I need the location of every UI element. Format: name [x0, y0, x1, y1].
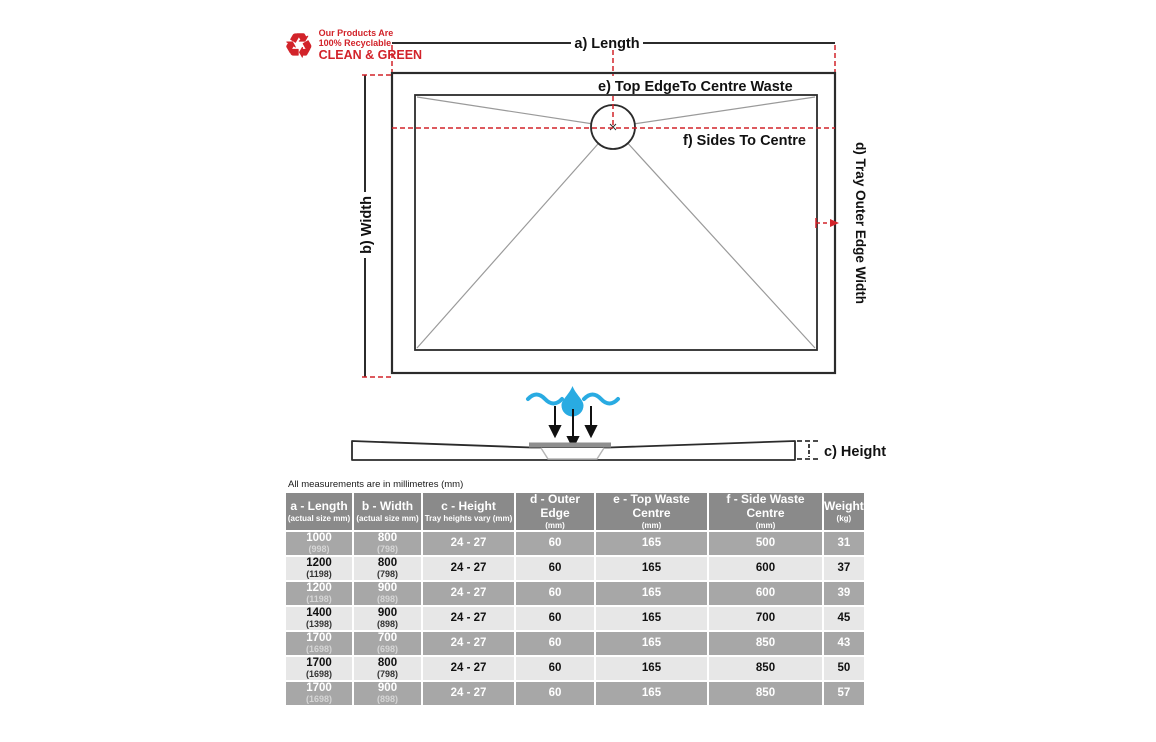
recycle-icon: ♻ — [284, 27, 314, 65]
width-dimension — [359, 75, 392, 377]
col-header-sub: Tray heights vary (mm) — [424, 513, 513, 523]
side-waste-cell: 700 — [709, 607, 822, 630]
measurements-note: All measurements are in millimetres (mm) — [288, 479, 464, 490]
height-cell: 24 - 27 — [423, 682, 514, 705]
width-value: 800 — [377, 557, 398, 570]
length-value: 1700 — [306, 682, 332, 695]
outer-edge-cell: 60 — [516, 607, 594, 630]
height-cell: 24 - 27 — [423, 557, 514, 580]
spec-table — [284, 491, 866, 707]
tray-side-view — [352, 441, 795, 460]
col-header-sub: (actual size mm) — [287, 513, 351, 523]
top-waste-cell: 165 — [596, 557, 707, 580]
length-cell — [286, 632, 352, 655]
length-cell — [286, 582, 352, 605]
top-waste-cell: 165 — [596, 582, 707, 605]
height-cell: 24 - 27 — [423, 582, 514, 605]
tray-top-view — [392, 73, 835, 373]
table-row — [286, 657, 864, 680]
height-label: c) Height — [824, 444, 887, 460]
outer-edge-cell: 60 — [516, 682, 594, 705]
col-header-height — [423, 493, 514, 530]
length-value: 1700 — [306, 657, 332, 670]
top-waste-cell: 165 — [596, 532, 707, 555]
weight-cell: 57 — [824, 682, 864, 705]
weight-cell: 39 — [824, 582, 864, 605]
top-waste-cell: 165 — [596, 607, 707, 630]
length-value: 1200 — [306, 582, 332, 595]
table-row — [286, 682, 864, 705]
top-waste-cell: 165 — [596, 682, 707, 705]
height-cell: 24 - 27 — [423, 632, 514, 655]
col-header-label: a - Length — [290, 498, 348, 513]
width-actual: (798) — [376, 543, 398, 554]
side-waste-cell: 500 — [709, 532, 822, 555]
width-cell — [354, 557, 421, 580]
length-value: 1400 — [306, 607, 332, 620]
col-header-sub: (mm) — [545, 520, 565, 530]
top-waste-label: e) Top EdgeTo Centre Waste — [598, 79, 793, 95]
waste-cover — [529, 443, 611, 448]
length-value: 1000 — [306, 532, 332, 545]
weight-cell: 37 — [824, 557, 864, 580]
length-value: 1700 — [306, 632, 332, 645]
side-waste-cell: 600 — [709, 582, 822, 605]
outer-edge-cell: 60 — [516, 657, 594, 680]
outer-edge-cell: 60 — [516, 532, 594, 555]
length-cell — [286, 557, 352, 580]
col-header-label: d - Outer Edge — [530, 492, 580, 520]
width-cell — [354, 632, 421, 655]
length-label: a) Length — [574, 36, 640, 52]
length-cell — [286, 657, 352, 680]
table-header-row — [286, 493, 864, 530]
length-actual: (1198) — [306, 568, 332, 579]
width-actual: (798) — [376, 668, 398, 679]
width-actual: (798) — [376, 568, 398, 579]
length-actual: (1698) — [305, 643, 332, 654]
height-cell: 24 - 27 — [423, 607, 514, 630]
length-actual: (998) — [308, 543, 330, 554]
length-cell — [286, 532, 352, 555]
side-waste-cell: 850 — [709, 632, 822, 655]
width-actual: (898) — [376, 593, 398, 604]
length-cell — [286, 682, 352, 705]
width-value: 900 — [377, 582, 398, 595]
width-value: 900 — [377, 607, 398, 620]
width-cell — [354, 657, 421, 680]
outer-edge-label: d) Tray Outer Edge Width — [853, 142, 868, 304]
width-cell — [354, 682, 421, 705]
length-actual: (1698) — [305, 668, 332, 679]
outer-edge-cell: 60 — [516, 557, 594, 580]
table-row — [286, 557, 864, 580]
col-header-sub: (mm) — [755, 520, 776, 530]
logo-line-2: 100% Recyclable — [318, 37, 392, 48]
table-row — [286, 632, 864, 655]
width-actual: (898) — [376, 618, 398, 629]
width-label: b) Width — [359, 196, 375, 254]
width-value: 800 — [377, 657, 398, 670]
width-actual: (698) — [376, 643, 398, 654]
flow-arrows — [550, 406, 596, 447]
height-dimension — [797, 441, 886, 460]
width-cell — [354, 582, 421, 605]
length-actual: (1698) — [305, 693, 332, 704]
length-actual: (1398) — [305, 618, 332, 629]
outer-edge-cell: 60 — [516, 582, 594, 605]
top-waste-cell: 165 — [596, 657, 707, 680]
width-cell — [354, 607, 421, 630]
top-waste-cell: 165 — [596, 632, 707, 655]
weight-cell: 50 — [824, 657, 864, 680]
col-header-length — [286, 493, 352, 530]
col-header-label: c - Height — [441, 498, 496, 513]
side-waste-cell: 600 — [709, 557, 822, 580]
width-value: 800 — [377, 532, 398, 545]
col-header-label: b - Width — [361, 498, 414, 513]
col-header-width — [354, 493, 421, 530]
width-value: 700 — [377, 632, 398, 645]
col-header-label: f - Side Waste Centre — [726, 492, 805, 520]
weight-cell: 45 — [824, 607, 864, 630]
logo-line-1: Our Products Are — [318, 28, 394, 38]
table-row — [286, 607, 864, 630]
width-actual: (898) — [376, 693, 398, 704]
length-value: 1200 — [306, 557, 332, 570]
col-header-top-waste — [596, 493, 707, 530]
col-header-label: e - Top Waste Centre — [613, 492, 690, 520]
height-cell: 24 - 27 — [423, 532, 514, 555]
height-cell: 24 - 27 — [423, 657, 514, 680]
side-waste-cell: 850 — [709, 657, 822, 680]
col-header-sub: (kg) — [836, 513, 852, 523]
waste-sump-outline — [541, 448, 604, 459]
side-waste-cell: 850 — [709, 682, 822, 705]
sides-to-centre-label: f) Sides To Centre — [683, 133, 806, 149]
outer-edge-cell: 60 — [516, 632, 594, 655]
table-row — [286, 582, 864, 605]
col-header-sub: (mm) — [641, 520, 662, 530]
length-cell — [286, 607, 352, 630]
weight-cell: 43 — [824, 632, 864, 655]
col-header-sub: (actual size mm) — [356, 513, 419, 523]
length-actual: (1198) — [306, 593, 332, 604]
table-row — [286, 532, 864, 555]
logo-line-3: CLEAN & GREEN — [318, 47, 423, 62]
width-value: 900 — [377, 682, 398, 695]
col-header-outer-edge — [516, 493, 594, 530]
col-header-side-waste — [709, 493, 822, 530]
col-header-weight — [824, 493, 864, 530]
col-header-label: Weight — [824, 498, 864, 513]
weight-cell: 31 — [824, 532, 864, 555]
width-cell — [354, 532, 421, 555]
